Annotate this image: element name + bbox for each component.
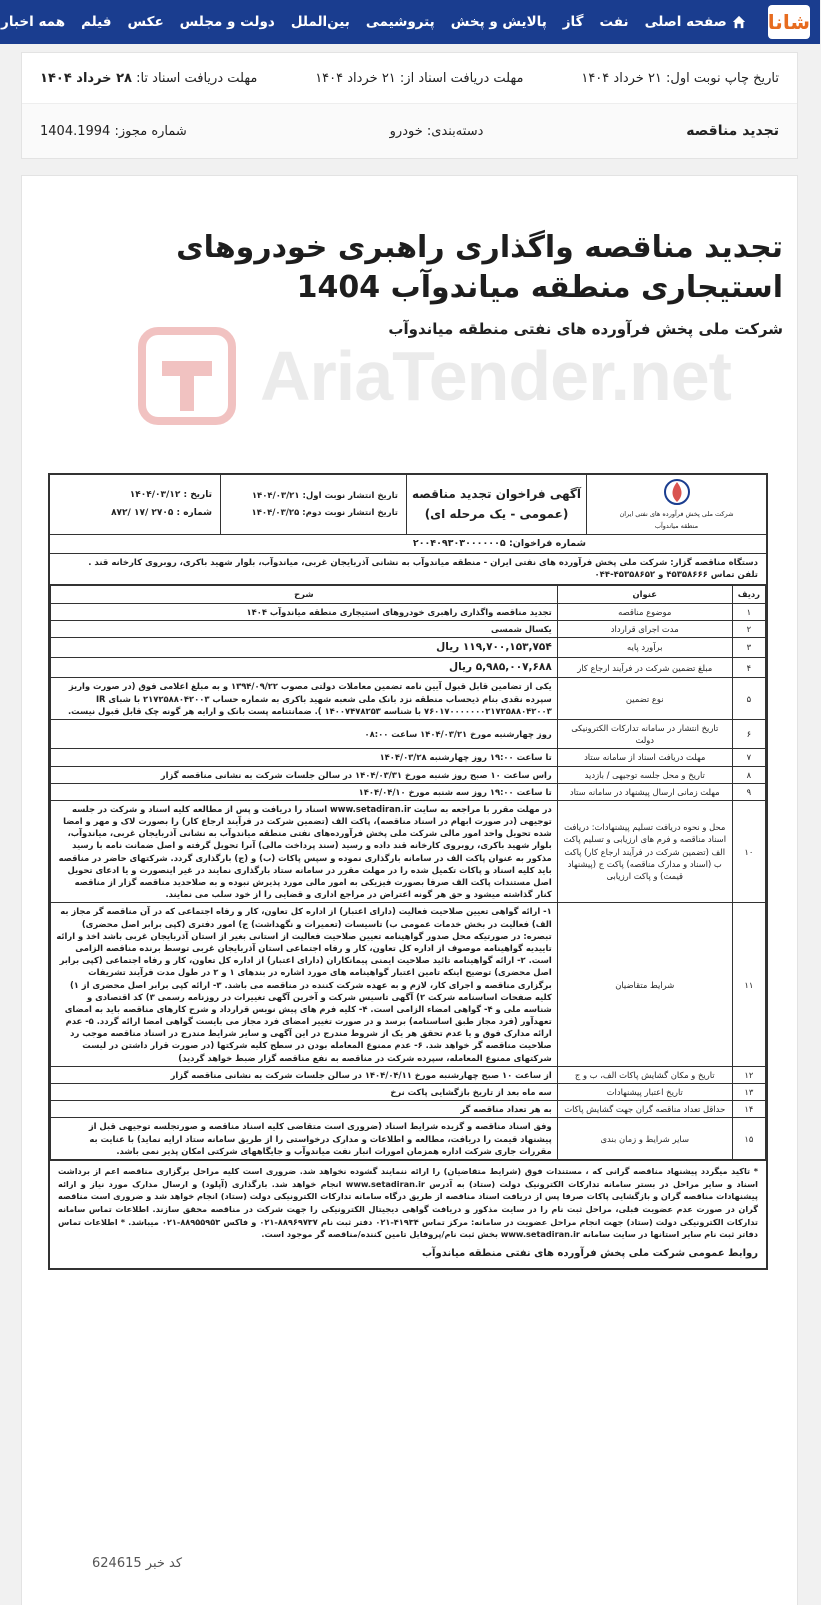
row-title: مهلت دریافت اسناد از سامانه ستاد	[558, 749, 733, 766]
row-number: ۱۱	[733, 903, 766, 1066]
table-row	[52, 658, 767, 678]
announcement-signature: روابط عمومی شرکت ملی پخش فرآورده های نفتی منطقه میاندوآب	[423, 1248, 759, 1260]
table-row	[52, 766, 767, 783]
top-navbar	[0, 0, 821, 44]
row-title: تاریخ اعتبار پیشنهادات	[558, 1084, 733, 1101]
row-number: ۷	[733, 749, 766, 766]
info-meta-row	[23, 103, 798, 158]
row-description: تجدید مناقصه واگذاری راهبری خودروهای استیجاری منطقه میاندوآب ۱۴۰۴	[52, 603, 559, 620]
table-row	[52, 1066, 767, 1083]
row-description: تا ساعت ۱۹:۰۰ روز سه شنبه مورخ ۱۴۰۴/۰۴/۱۰	[52, 783, 559, 800]
row-title: مبلغ تضمین شرکت در فرآیند ارجاع کار	[558, 658, 733, 678]
page-title: تجدید مناقصه واگذاری راهبری خودروهای استیجاری منطقه میاندوآب 1404	[177, 230, 784, 305]
row-description: راس ساعت ۱۰ صبح روز شنبه مورخ ۱۴۰۴/۰۳/۳۱ در سالن جلسات شرکت به نشانی مناقصه گزار	[52, 766, 559, 783]
tender-announcement	[49, 473, 769, 1270]
nav-item-refining[interactable]: پالایش و پخش	[451, 14, 548, 30]
watermark-logo-icon	[133, 321, 243, 431]
row-description: وفق اسناد مناقصه و گزیده شرایط اسناد (ضروری است متقاضی کلیه اسناد مناقصه و صورتجلسه توجیهی قبل از پیشنهاد قیمت را دریافت، مطالعه و اطلاعات و مدارک درخواستی را از طریق سامانه ستاد ارایه نماید) با عنایت به مقررات جاری شرکت اداره همزمان امورات انبار نفت میاندوآب و جایگاههای شرکتی امکان پذیر نمی باشد.	[52, 1118, 559, 1160]
row-number: ۱۰	[733, 800, 766, 903]
table-row	[52, 678, 767, 720]
announcement-header	[51, 475, 767, 535]
row-number: ۱	[733, 603, 766, 620]
row-description: روز چهارشنبه مورخ ۱۴۰۴/۰۳/۲۱ ساعت ۰۸:۰۰	[52, 719, 559, 748]
table-row	[52, 603, 767, 620]
tender-type: تجدید مناقصه	[687, 123, 780, 139]
row-number: ۱۵	[733, 1118, 766, 1160]
doc-to-date: مهلت دریافت اسناد تا: ۲۸ خرداد ۱۴۰۴	[41, 70, 259, 86]
row-number: ۱۲	[733, 1066, 766, 1083]
letter-meta: تاریخ : ۱۴۰۴/۰۳/۱۲ شماره : ۲۷۰۵ /۱۷ /۸۷۲	[112, 490, 213, 518]
table-row	[52, 749, 767, 766]
table-row	[52, 783, 767, 800]
row-number: ۶	[733, 719, 766, 748]
watermark	[133, 316, 733, 436]
info-dates-row	[23, 53, 798, 103]
row-title: برآورد پایه	[558, 637, 733, 657]
nav-item-home[interactable]	[638, 14, 755, 30]
row-title: تاریخ و محل جلسه توجیهی / بازدید	[558, 766, 733, 783]
row-title: حداقل تعداد مناقصه گران جهت گشایش پاکات	[558, 1101, 733, 1118]
nav-item-government[interactable]: دولت و مجلس	[180, 14, 276, 30]
row-description: ۱۱۹,۷۰۰,۱۵۳,۷۵۴ ریال	[52, 637, 559, 657]
announcement-note: * تاکید میگردد پیشنهاد مناقصه گرانی که ، مستندات فوق (شرایط متقاضیان) را ارائه ننمایند گشوده نخواهد شد. ضروری است کلیه مراحل برگزاری مناقصه اعم از برداشت اسناد و سایر مراحل در بستر سامانه تدارکات الکترونیک دولت (ستاد) به آدرس www.setadiran.ir انجام خواهد شد. بارگذاری (آپلود) و ارسال مدارک مورد نیاز و ارائه پیشنهادات مناقصه گران و بازگشایی پاکات صرفا پس از دریافت اسناد مناقصه از طریق درگاه سامانه تدارکات الکترونیکی دولت (ستاد) انجام خواهد شد و ضروری است مناقصه گران در صورت عدم عضویت قبلی، مراحل ثبت نام را در سایت مذکور و دریافت گواهی دیجیتال الکترونیکی را جهت شرکت در مناقصه محقق سازند. اطلاعات تماس سامانه تدارکات الکترونیکی دولت (ستاد) جهت انجام مراحل عضویت در سامانه: مرکز تماس ۴۱۹۳۴-۰۲۱ دفتر ثبت نام ۸۸۹۶۹۷۳۷-۰۲۱ و فاکس ۸۸۹۵۵۹۵۳-۰۲۱ میباشد. * اطلاعات تماس دفاتر ثبت نام سایر استانها در سایت سامانه www.setadiran.ir بخش ثبت نام/پروفایل تامین کننده/مناقصه گر موجود است.	[51, 1160, 767, 1245]
row-description: در مهلت مقرر با مراجعه به سایت www.setadiran.ir اسناد را دریافت و پس از مطالعه کلیه اسناد و شرکت در جلسه توجیهی (در صورت ابهام در اسناد مناقصه)، پاکت الف (تضمین شرکت در فرآیند ارجاع کار) را بصورت لاک و مهر و امضا شده تحویل واحد امور مالی شرکت ملی پخش فرآورده‌های نفتی منطقه میاندوآب به نشانی آذربایجان غربی، میاندوآب، بلوار شهید باکری، روبروی کارخانه قند داده و رسید (سند پرداخت مالی) آنرا تحویل گرفته و اصل ضمانت نامه با رسید مذکور به عنوان پاکت الف در سامانه بارگذاری نموده و سپس پاکات (ب) و (ج) بارگذاری گردد. شرکتهای حاضر در مناقصه باید کلیه اسناد و پاکات تکمیل شده را در مهلت مقرر در سامانه ستاد بارگذاری نمایند در غیر اینصورت و یا ادعای تحویل اصل مستندات پاکت الف صرفا بصورت فیزیکی به امور مالی مورد پذیرش نبوده و به صلاحدید مناقصه گزار از مناقصه کنار گذاشته میشود و حق هر گونه اعتراض در مراجع اداری و قضایی را از خود سلب می نمایند.	[52, 800, 559, 903]
tender-category: دسته‌بندی: خودرو	[390, 123, 485, 139]
table-row	[52, 620, 767, 637]
doc-from-date: مهلت دریافت اسناد از: ۲۱ خرداد ۱۴۰۴	[316, 70, 525, 86]
row-title: نوع تضمین	[558, 678, 733, 720]
row-title: موضوع مناقصه	[558, 603, 733, 620]
company-name: شرکت ملی پخش فرآورده های نفتی منطقه میاندوآب	[389, 320, 784, 338]
announcement-title: آگهی فراخوان تجدید مناقصه (عمومی - یک مرحله ای)	[407, 475, 587, 534]
table-row	[52, 637, 767, 657]
row-number: ۱۳	[733, 1084, 766, 1101]
row-title: محل و نحوه دریافت تسلیم پیشنهادات: دریافت اسناد مناقصه و فرم های ارزیابی و تسلیم پاکت الف (تضمین شرکت در فرآیند ارجاع کار) پاکت ب (اسناد و مدارک مناقصه) پاکت ج (پیشنهاد قیمت) و پاکت ارزیابی	[558, 800, 733, 903]
permit-number: شماره مجوز: 1404.1994	[41, 123, 188, 139]
watermark-text: AriaTender.net	[261, 337, 732, 415]
company-logo: شرکت ملی پخش فرآورده های نفتی ایران منطقه میاندوآب	[587, 475, 767, 534]
row-description: تا ساعت ۱۹:۰۰ روز چهارشنبه ۱۴۰۴/۰۳/۲۸	[52, 749, 559, 766]
organizer-info: دستگاه مناقصه گزار: شرکت ملی پخش فرآورده های نفتی ایران - منطقه میاندوآب به نشانی آذربایجان غربی، میاندوآب، بلوار شهید باکری، روبروی کارخانه قند . تلفن تماس ۴۵۳۵۸۶۶۶ و ۴۵۳۵۸۶۵۲-۰۴۴	[51, 554, 767, 586]
print-date: تاریخ چاپ نوبت اول: ۲۱ خرداد ۱۴۰۴	[582, 70, 780, 86]
row-number: ۱۴	[733, 1101, 766, 1118]
row-description: از ساعت ۱۰ صبح چهارشنبه مورخ ۱۴۰۴/۰۴/۱۱ در سالن جلسات شرکت به نشانی مناقصه گزار	[52, 1066, 559, 1083]
publication-dates: تاریخ انتشار نوبت اول: ۱۴۰۴/۰۳/۲۱ تاریخ انتشار نوبت دوم: ۱۴۰۴/۰۳/۲۵	[221, 475, 407, 534]
row-title: مدت اجرای قرارداد	[558, 620, 733, 637]
table-row	[52, 1101, 767, 1118]
row-number: ۸	[733, 766, 766, 783]
tender-conditions-table	[51, 585, 767, 1160]
row-title: شرایط متقاضیان	[558, 903, 733, 1066]
nav-menu	[0, 14, 755, 30]
row-number: ۳	[733, 637, 766, 657]
call-number: شماره فراخوان: ۲۰۰۴۰۹۳۰۳۰۰۰۰۰۰۵	[51, 535, 767, 554]
row-number: ۴	[733, 658, 766, 678]
nav-item-all-news[interactable]: همه اخبار	[2, 14, 67, 30]
nav-item-gas[interactable]: گاز	[563, 14, 585, 30]
home-icon	[733, 15, 747, 29]
nav-item-photo[interactable]: عکس	[128, 14, 165, 30]
row-number: ۹	[733, 783, 766, 800]
row-description: ۱- ارائه گواهی تعیین صلاحیت فعالیت (دارای اعتبار) از اداره کل تعاون، کار و رفاه اجتماعی که در آن مناقصه گر مجاز به الف) فعالیت در بخش خدمات عمومی ب) تاسیسات (تعمیرات و نگهداشت) ج) امور دفتری (کپی برابر اصل محضری) تبصره: در صورتیکه محل صدور گواهینامه تعیین صلاحیت فعالیت از استانی بغیر از استان آذربایجان غربی باشد اخذ و ارائه تاییدیه گواهینامه موصوف از اداره کل تعاون، کار و رفاه اجتماعی استان آذربایجان غربی توسط برنده مناقصه الزامی است. ۲- ارائه گواهینامه تائید صلاحیت ایمنی پیمانکاران (دارای اعتبار) از اداره کل تعاون، کار و رفاه اجتماعی (کپی برابر اصل محضری) توضیح اینکه تامین اعتبار گواهینامه های مورد اشاره در بندهای ۱ و ۲ در طول مدت فرآیند تشریفات برگزاری مناقصه و اجرای کار، لازم و به عهده شرکت کننده در مناقصه می باشد. ۳- ارائه کپی برابر اصل محضری از ۱) کلیه صفحات اساسنامه شرکت ۲) آگهی تاسیس شرکت و آخرین آگهی تغییرات در روزنامه رسمی ۳) کد اقتصادی و شناسه ملی و ۴- گواهی امضاء الزامی است. ۴- کلیه فرم های پیش نویس قرارداد و شرح کارهای مناقصه باید به امضای تعهدآور (فرد مجاز طبق اساسنامه) برسد و در صورت تغییر امضای فرد مجاز می بایست گواهی امضا ارائه گردد. ۵- عدم ارائه مدارک فوق و یا عدم تحقق هر یک از شروط مندرج در این آگهی و سایر شرایط مندرج در اسناد مناقصه موجب رد صلاحیت مناقصه گر خواهد شد. ۶- عدم ممنوع المعامله بودن در سطح کلیه شرکتها (در صورت قرار داشتن در لیست شرکتهای ممنوع المعامله، سپرده شرکت در مناقصه به نفع مناقصه گزار ضبط خواهد گردید)	[52, 903, 559, 1066]
row-title: سایر شرایط و زمان بندی	[558, 1118, 733, 1160]
row-description: سه ماه بعد از تاریخ بازگشایی پاکت نرخ	[52, 1084, 559, 1101]
site-logo[interactable]: شانا	[769, 5, 811, 39]
row-number: ۲	[733, 620, 766, 637]
row-title: مهلت زمانی ارسال پیشنهاد در سامانه ستاد	[558, 783, 733, 800]
row-description: یکسال شمسی	[52, 620, 559, 637]
table-row	[52, 1084, 767, 1101]
tender-main-card	[22, 175, 799, 1605]
nav-item-video[interactable]: فیلم	[82, 14, 113, 30]
nav-item-oil[interactable]: نفت	[600, 14, 630, 30]
news-code: کد خبر 624615	[93, 1556, 184, 1571]
table-row	[52, 800, 767, 903]
nav-item-petrochemical[interactable]: پتروشیمی	[366, 14, 436, 30]
table-row	[52, 1118, 767, 1160]
row-title: تاریخ انتشار در سامانه تدارکات الکترونیکی دولت	[558, 719, 733, 748]
row-number: ۵	[733, 678, 766, 720]
row-description: ۵,۹۸۵,۰۰۷,۶۸۸ ریال	[52, 658, 559, 678]
row-description: به هر تعداد مناقصه گر	[52, 1101, 559, 1118]
table-row	[52, 719, 767, 748]
tender-info-card	[22, 52, 799, 159]
nav-item-label: صفحه اصلی	[645, 14, 728, 30]
row-title: تاریخ و مکان گشایش پاکات الف، ب و ج	[558, 1066, 733, 1083]
table-row	[52, 903, 767, 1066]
table-header: ردیف عنوان شرح	[52, 586, 767, 603]
nav-item-international[interactable]: بین‌الملل	[291, 14, 351, 30]
row-description: یکی از تضامین قابل قبول آیین نامه تضمین معاملات دولتی مصوب ۱۳۹۴/۰۹/۲۲ و به مبلغ اعلامی فوق (در صورت واریز سپرده نقدی بنام ذیحساب منطقه نزد بانک ملی شعبه شهید باکری به شماره حساب ۲۱۷۲۵۸۸۰۴۲۰۰۳ با شبای IR ۷۶۰۱۷۰۰۰۰۰۰۰۲۱۷۲۵۸۸۰۴۲۰۰۳ با شناسه ۱۴۰۰۷۴۷۸۲۵۳ ). ضمانتنامه پست بانک و ارایه هر گونه چک قابل قبول نیست.	[52, 678, 559, 720]
oil-company-logo-icon	[658, 478, 698, 508]
